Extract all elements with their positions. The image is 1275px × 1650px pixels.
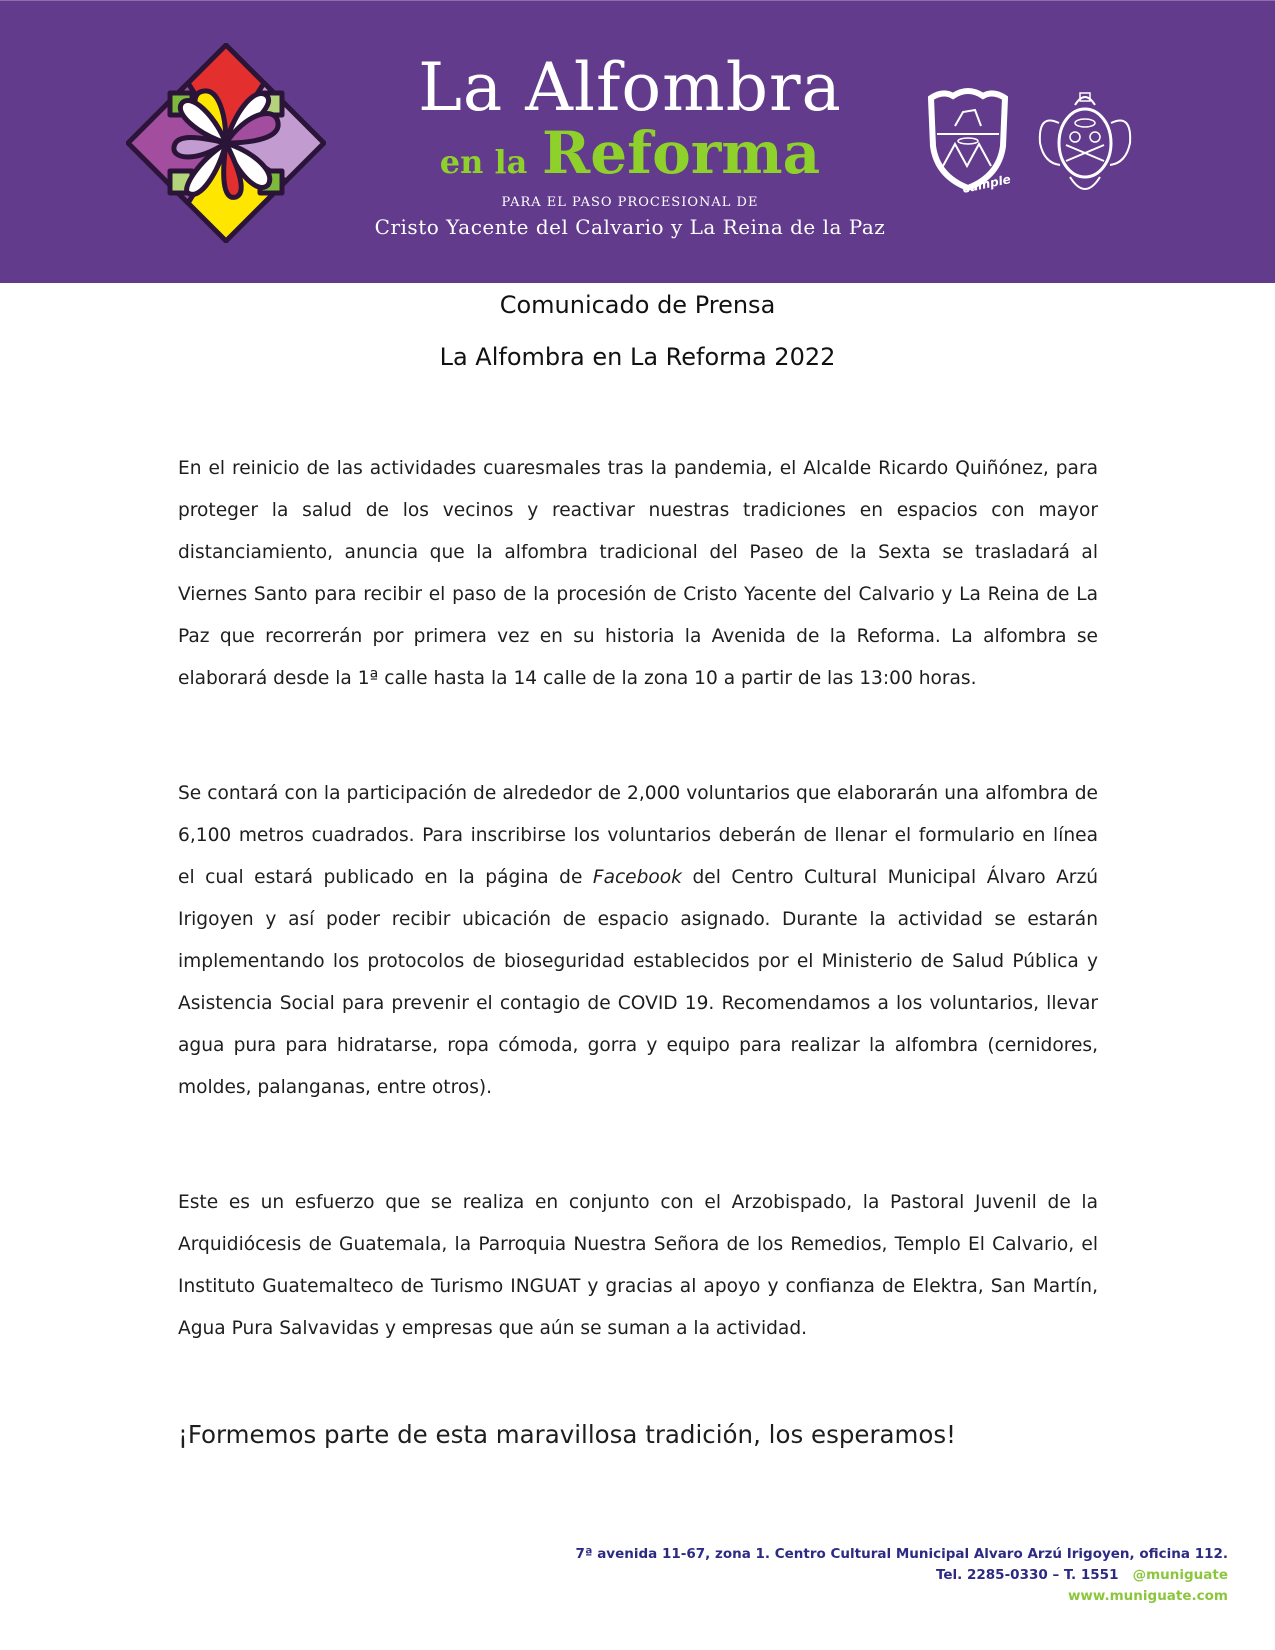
paragraph-1: En el reinicio de las actividades cuaresmales tras la pandemia, el Alcalde Ricardo Quiñónez, para proteger la salud de los vecinos y reactivar nuestras tradiciones en espacios con mayor distanciamiento, anuncia que la alfombra tradicional del Paseo de la Sexta se trasladará al Viernes Santo para recibir el paso de la procesión de Cristo Yacente del Calvario y La Reina de La Paz que recorrerán por primera vez en su historia la Avenida de la Reforma. La alfombra se elaborará desde la 1ª calle hasta la 14 calle de la zona 10 a partir de las 13:00 horas. — [178, 457, 1098, 689]
paragraph-2 — [178, 773, 1098, 1109]
footer-social-handle[interactable]: @muniguate — [1132, 1567, 1228, 1583]
footer-address: 7ª avenida 11-67, zona 1. Centro Cultural Municipal Alvaro Arzú Irigoyen, oficina 112. — [575, 1546, 1228, 1562]
footer-phone-line — [575, 1565, 1228, 1586]
ornate-crest-icon — [1030, 83, 1140, 203]
document-subheading: La Alfombra en La Reforma 2022 — [439, 343, 836, 371]
tagline-small: PARA EL PASO PROCESIONAL DE — [501, 195, 759, 210]
paragraph-3: Este es un esfuerzo que se realiza en conjunto con el Arzobispado, la Pastoral Juvenil de la Arquidiócesis de Guatemala, la Parroquia Nuestra Señora de los Remedios, Templo El Calvario, el Instituto Guatemalteco de Turismo INGUAT y gracias al apoyo y confianza de Elektra, San Martín, Agua Pura Salvavidas y empresas que aún se suman a la actividad. — [178, 1191, 1098, 1339]
footer-website-link[interactable]: www.muniguate.com — [1067, 1588, 1228, 1604]
closing-line: ¡Formemos parte de esta maravillosa tradición, los esperamos! — [178, 1420, 956, 1449]
document-heading: Comunicado de Prensa — [499, 291, 776, 319]
shield-caption: cumple — [961, 172, 1012, 196]
logo-title-word: Reforma — [542, 119, 821, 187]
footer-phone: Tel. 2285-0330 – T. 1551 — [935, 1567, 1119, 1583]
logo-title-prefix: en la — [439, 143, 528, 181]
paragraph-2-text-b: del Centro Cultural Municipal Álvaro Arzú Irigoyen y así poder recibir ubicación de espacio asignado. Durante la actividad se estarán implementando los protocolos de bioseguridad establecidos por el Ministerio de Salud Pública y Asistencia Social para prevenir el contagio de COVID 19. Recomendamos a los voluntarios, llevar agua pura para hidratarse, ropa cómoda, gorra y equipo para realizar la alfombra (cernidores, moldes, palanganas, entre otros). — [178, 866, 1098, 1098]
alfombra-flower-logo-icon — [126, 43, 326, 243]
footer-contact — [575, 1544, 1228, 1607]
paragraph-2-text-a: Se contará con la participación de alrededor de 2,000 voluntarios que elaborarán una alfombra de 6,100 metros cuadrados. Para inscribirse los voluntarios deberán de llenar el formulario en línea el cual estará publicado en la página de — [178, 782, 1098, 888]
tagline-large: Cristo Yacente del Calvario y La Reina de la Paz — [374, 215, 886, 239]
facebook-italic: Facebook — [592, 866, 682, 888]
logo-title-line1: La Alfombra — [418, 49, 842, 126]
header-banner — [0, 0, 1275, 283]
logo-title-line2 — [370, 119, 890, 190]
